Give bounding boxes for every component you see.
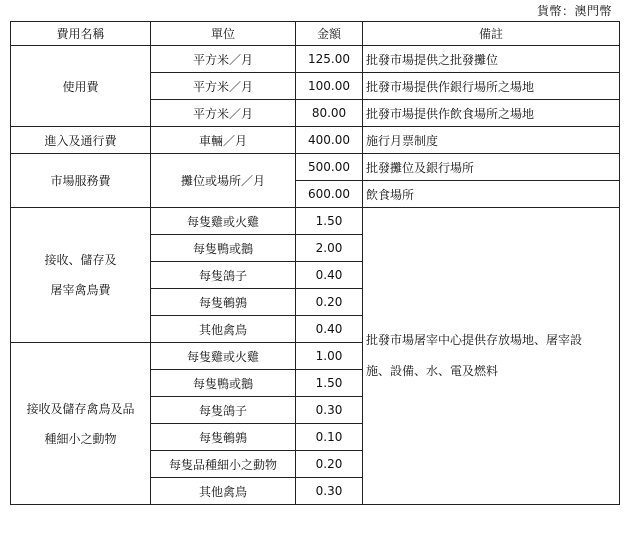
unit-cell: 每隻雞或火雞 bbox=[151, 343, 296, 370]
amount-cell: 1.50 bbox=[296, 208, 363, 235]
currency-note: 貨幣：澳門幣 bbox=[536, 4, 612, 18]
category-access: 進入及通行費 bbox=[11, 127, 151, 154]
category-service: 市場服務費 bbox=[11, 154, 151, 208]
unit-cell: 每隻鵪鶉 bbox=[151, 424, 296, 451]
unit-cell: 每隻鴨或鵝 bbox=[151, 370, 296, 397]
unit-cell: 每隻品種細小之動物 bbox=[151, 451, 296, 478]
amount-cell: 80.00 bbox=[296, 100, 363, 127]
unit-cell: 平方米／月 bbox=[151, 46, 296, 73]
amount-cell: 0.40 bbox=[296, 316, 363, 343]
amount-cell: 0.30 bbox=[296, 478, 363, 505]
remark-line: 批發市場屠宰中心提供存放場地、屠宰設 bbox=[366, 333, 583, 347]
remark-cell: 批發市場提供作飲食場所之場地 bbox=[363, 100, 620, 127]
unit-cell: 每隻鴿子 bbox=[151, 397, 296, 424]
amount-cell: 0.20 bbox=[296, 451, 363, 478]
category-poultry bbox=[11, 208, 151, 343]
category-line: 接收及儲存禽鳥及品 bbox=[26, 401, 135, 416]
unit-cell: 其他禽鳥 bbox=[151, 316, 296, 343]
header-unit: 單位 bbox=[151, 22, 296, 46]
fee-table bbox=[10, 21, 620, 505]
amount-cell: 0.40 bbox=[296, 262, 363, 289]
remark-cell: 飲食場所 bbox=[363, 181, 620, 208]
category-line: 屠宰禽鳥費 bbox=[50, 283, 111, 297]
unit-cell: 每隻鴨或鵝 bbox=[151, 235, 296, 262]
amount-cell: 0.20 bbox=[296, 289, 363, 316]
unit-cell: 每隻鴿子 bbox=[151, 262, 296, 289]
amount-cell: 125.00 bbox=[296, 46, 363, 73]
header-row bbox=[11, 22, 620, 46]
remark-cell: 施行月票制度 bbox=[363, 127, 620, 154]
category-small-animals bbox=[11, 343, 151, 505]
amount-cell: 1.50 bbox=[296, 370, 363, 397]
remark-cell: 批發市場提供之批發攤位 bbox=[363, 46, 620, 73]
header-name: 費用名稱 bbox=[11, 22, 151, 46]
header-amount: 金額 bbox=[296, 22, 363, 46]
table-row bbox=[11, 154, 620, 181]
amount-cell: 400.00 bbox=[296, 127, 363, 154]
remark-cell: 批發市場提供作銀行場所之場地 bbox=[363, 73, 620, 100]
amount-cell: 100.00 bbox=[296, 73, 363, 100]
amount-cell: 0.10 bbox=[296, 424, 363, 451]
unit-cell: 平方米／月 bbox=[151, 100, 296, 127]
shared-remark bbox=[363, 208, 620, 505]
unit-cell: 每隻鵪鶉 bbox=[151, 289, 296, 316]
table-row bbox=[11, 46, 620, 73]
unit-cell: 平方米／月 bbox=[151, 73, 296, 100]
amount-cell: 600.00 bbox=[296, 181, 363, 208]
amount-cell: 1.00 bbox=[296, 343, 363, 370]
remark-cell: 批發攤位及銀行場所 bbox=[363, 154, 620, 181]
category-line: 種細小之動物 bbox=[44, 431, 117, 446]
unit-cell: 其他禽鳥 bbox=[151, 478, 296, 505]
header-remark: 備註 bbox=[363, 22, 620, 46]
unit-cell: 每隻雞或火雞 bbox=[151, 208, 296, 235]
amount-cell: 500.00 bbox=[296, 154, 363, 181]
category-usage: 使用費 bbox=[11, 46, 151, 127]
category-line: 接收、儲存及 bbox=[44, 253, 117, 267]
table-row bbox=[11, 127, 620, 154]
amount-cell: 0.30 bbox=[296, 397, 363, 424]
remark-line: 施、設備、水、電及燃料 bbox=[366, 364, 499, 378]
amount-cell: 2.00 bbox=[296, 235, 363, 262]
table-row bbox=[11, 208, 620, 235]
unit-cell: 車輛／月 bbox=[151, 127, 296, 154]
unit-cell: 攤位或場所／月 bbox=[151, 154, 296, 208]
